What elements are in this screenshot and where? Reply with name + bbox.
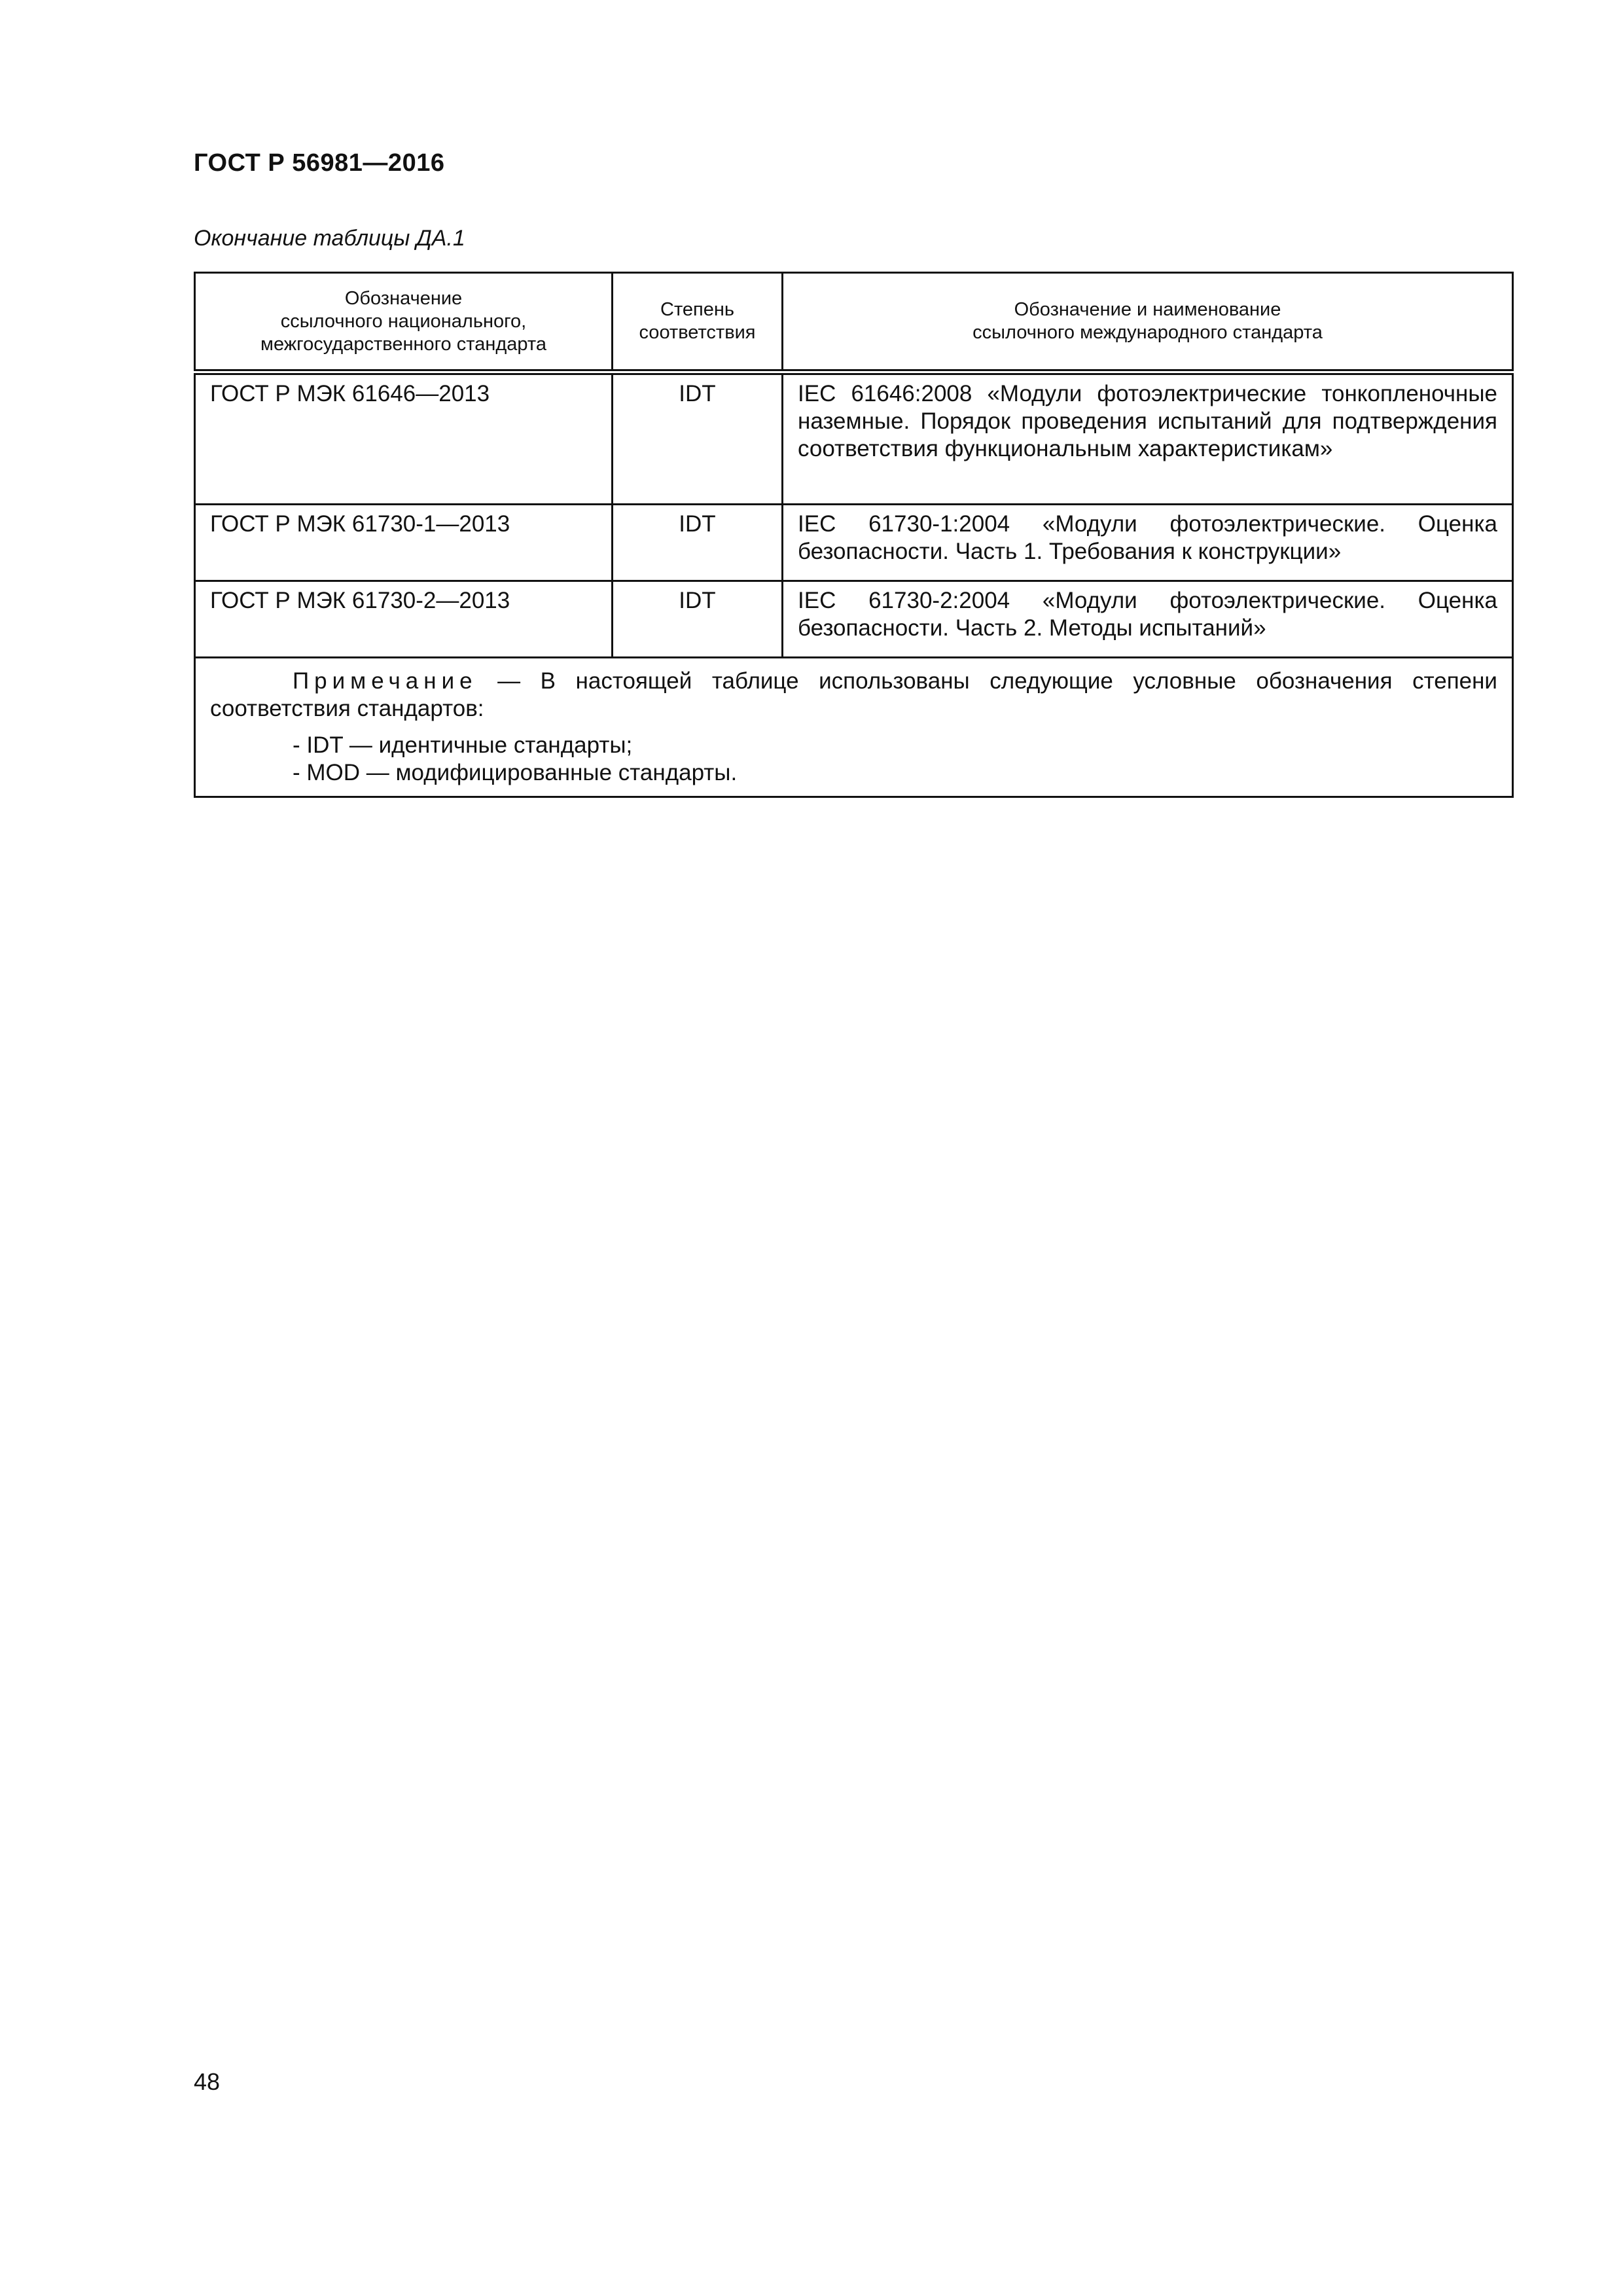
note-list-item: - MOD — модифицированные стандарты. bbox=[293, 760, 738, 785]
national-standard-cell: ГОСТ Р МЭК 61646—2013 bbox=[195, 372, 613, 505]
table-header bbox=[195, 273, 1513, 372]
column-header-international-standard bbox=[783, 273, 1513, 372]
page-number: 48 bbox=[194, 2068, 221, 2095]
degree-cell: IDT bbox=[613, 372, 783, 505]
document-code: ГОСТ Р 56981—2016 bbox=[194, 149, 445, 177]
column-header-line: ссылочного международного стандарта bbox=[972, 322, 1323, 343]
international-standard-cell: IEC 61646:2008 «Модули фотоэлектрические тонкопленочные наземные. Порядок проведения испытаний для подтверждения соответствия функциональным характеристикам» bbox=[783, 372, 1513, 505]
national-standard-cell: ГОСТ Р МЭК 61730-2—2013 bbox=[195, 581, 613, 658]
note-list-item: - IDT — идентичные стандарты; bbox=[293, 732, 633, 758]
table-caption: Окончание таблицы ДА.1 bbox=[194, 226, 465, 251]
column-header-line: Обозначение и наименование bbox=[1014, 299, 1281, 320]
column-header-line: межгосударственного стандарта bbox=[260, 333, 546, 355]
table-note bbox=[195, 658, 1513, 797]
international-standard-cell: IEC 61730-1:2004 «Модули фотоэлектрические. Оценка безопасности. Часть 1. Требования к конструкции» bbox=[783, 505, 1513, 581]
table-row bbox=[195, 505, 1513, 581]
degree-cell: IDT bbox=[613, 505, 783, 581]
note-label: Примечание bbox=[293, 668, 478, 694]
national-standard-cell: ГОСТ Р МЭК 61730-1—2013 bbox=[195, 505, 613, 581]
table-row bbox=[195, 581, 1513, 658]
degree-cell: IDT bbox=[613, 581, 783, 658]
column-header-line: ссылочного национального, bbox=[280, 310, 527, 332]
column-header-national-standard bbox=[195, 273, 613, 372]
table-header-row bbox=[195, 273, 1513, 372]
column-header-line: Обозначение bbox=[344, 287, 463, 309]
note-text: — В настоящей таблице использованы следующие условные обозначения степени соответствия стандартов: bbox=[210, 668, 1497, 721]
table-row bbox=[195, 372, 1513, 505]
table-body bbox=[195, 372, 1513, 797]
table-note-row bbox=[195, 658, 1513, 797]
note-list bbox=[210, 732, 1497, 787]
column-header-line: Степень bbox=[660, 299, 734, 320]
international-standard-cell: IEC 61730-2:2004 «Модули фотоэлектрические. Оценка безопасности. Часть 2. Методы испытаний» bbox=[783, 581, 1513, 658]
note-paragraph bbox=[210, 668, 1497, 723]
reference-standards-table bbox=[194, 272, 1514, 798]
column-header-degree bbox=[613, 273, 783, 372]
column-header-line: соответствия bbox=[639, 322, 756, 343]
